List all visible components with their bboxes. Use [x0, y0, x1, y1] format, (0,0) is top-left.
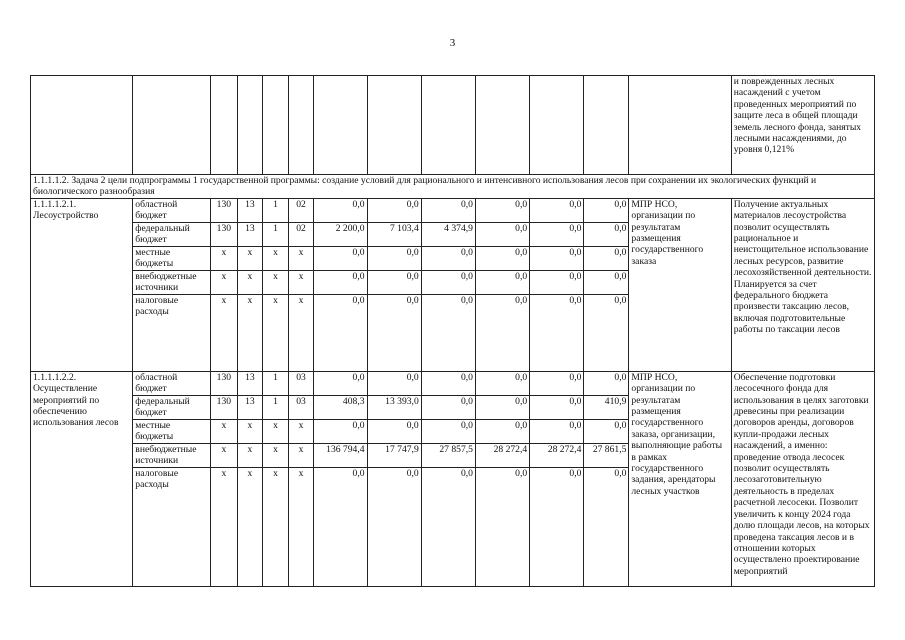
amount-cell: 0,0: [475, 371, 529, 395]
budget-code: x: [211, 270, 238, 294]
result-cell: Получение актуальных материалов лесоустройства позволит осуществлять рациональное и неистощительное использование лесных ресурсов, развитие лесохозяйственной деятельности. Планируется за счет федерального бюджета произвести таксацию лесов, включая подготовительные работы по таксации лесов: [731, 198, 874, 371]
task-header: 1.1.1.1.2. Задача 2 цели подпрограммы 1 государственной программы: создание условий для рационального и интенсивного использования лесов при сохранении их экологических функций и биологического разнообразия: [31, 175, 875, 199]
amount-cell: 0,0: [584, 371, 629, 395]
budget-code: x: [211, 443, 238, 467]
amount-cell: 0,0: [584, 270, 629, 294]
amount-cell: 0,0: [421, 270, 475, 294]
amount-cell: 13 393,0: [367, 395, 421, 419]
budget-code: x: [288, 419, 314, 443]
funding-source: налоговые расходы: [133, 294, 211, 371]
amount-cell: 0,0: [475, 198, 529, 222]
budget-code: x: [211, 294, 238, 371]
budget-code: x: [211, 467, 238, 586]
result-continuation: и поврежденных лесных насаждений с учетом проведенных мероприятий по защите леса в общей площади земель лесного фонда, занятых лесными насаждениями, до уровня 0,121%: [731, 76, 874, 175]
budget-code: x: [288, 467, 314, 586]
budget-code: 130: [211, 371, 238, 395]
amount-cell: 0,0: [367, 371, 421, 395]
measure-name: Осуществление мероприятий по обеспечению использования лесов: [33, 383, 119, 429]
funding-source: областной бюджет: [133, 198, 211, 222]
funding-source: федеральный бюджет: [133, 222, 211, 246]
amount-cell: 27 861,5: [584, 443, 629, 467]
budget-code: 1: [263, 371, 289, 395]
funding-source: внебюджетные источники: [133, 443, 211, 467]
amount-cell: 0,0: [421, 419, 475, 443]
amount-cell: 17 747,9: [367, 443, 421, 467]
amount-cell: 410,9: [584, 395, 629, 419]
budget-code: x: [263, 419, 289, 443]
amount-cell: 0,0: [421, 294, 475, 371]
budget-code: x: [263, 270, 289, 294]
measure-cell: [31, 371, 133, 586]
budget-code: x: [263, 294, 289, 371]
amount-cell: 136 794,4: [314, 443, 367, 467]
amount-cell: 0,0: [530, 294, 584, 371]
amount-cell: 0,0: [421, 371, 475, 395]
amount-cell: 27 857,5: [421, 443, 475, 467]
amount-cell: 0,0: [314, 467, 367, 586]
budget-code: x: [211, 246, 238, 270]
measure-cell: [31, 198, 133, 371]
funding-source: внебюджетные источники: [133, 270, 211, 294]
amount-cell: 0,0: [367, 270, 421, 294]
amount-cell: 0,0: [530, 419, 584, 443]
amount-cell: 0,0: [584, 246, 629, 270]
funding-source: местные бюджеты: [133, 419, 211, 443]
amount-cell: 0,0: [421, 246, 475, 270]
budget-code: x: [263, 467, 289, 586]
budget-code: x: [237, 270, 263, 294]
budget-code: 130: [211, 198, 238, 222]
budget-code: x: [288, 294, 314, 371]
amount-cell: 0,0: [530, 467, 584, 586]
amount-cell: 0,0: [530, 246, 584, 270]
budget-code: x: [237, 246, 263, 270]
amount-cell: 0,0: [421, 467, 475, 586]
amount-cell: 0,0: [475, 419, 529, 443]
amount-cell: 0,0: [475, 294, 529, 371]
funding-row: [31, 371, 875, 395]
executor-cell: МПР НСО, организации по результатам размещения государственного заказа: [629, 198, 731, 371]
result-cell: Обеспечение подготовки лесосечного фонда для использования в целях заготовки древесины при реализации договоров аренды, договоров купли-продажи лесных насаждений, а именно: проведение отвода лесосек позволит осуществлять лесозаготовительную деятельность в пределах расчетной лесосеки. Позволит увеличить к концу 2024 года долю площади лесов, на которых проведена таксация лесов и в отношении которых осуществлено проектирование мероприятий: [731, 371, 874, 586]
amount-cell: 0,0: [475, 395, 529, 419]
program-table: [30, 75, 875, 587]
amount-cell: 0,0: [314, 246, 367, 270]
budget-code: 03: [288, 395, 314, 419]
budget-code: 13: [237, 222, 263, 246]
funding-source: местные бюджеты: [133, 246, 211, 270]
amount-cell: 0,0: [367, 419, 421, 443]
budget-code: x: [237, 294, 263, 371]
amount-cell: 0,0: [314, 198, 367, 222]
amount-cell: 408,3: [314, 395, 367, 419]
amount-cell: 0,0: [367, 294, 421, 371]
budget-code: 13: [237, 198, 263, 222]
budget-code: 02: [288, 222, 314, 246]
amount-cell: 0,0: [475, 270, 529, 294]
budget-code: x: [263, 246, 289, 270]
budget-code: x: [211, 419, 238, 443]
amount-cell: 0,0: [584, 198, 629, 222]
executor-cell: МПР НСО, организации по результатам размещения государственного заказа, организации, выполняющие работы в рамках государственного задания, арендаторы лесных участков: [629, 371, 731, 586]
amount-cell: 0,0: [314, 270, 367, 294]
budget-code: 02: [288, 198, 314, 222]
task-header-row: [31, 175, 875, 199]
amount-cell: 0,0: [421, 395, 475, 419]
budget-code: x: [288, 270, 314, 294]
budget-code: 13: [237, 395, 263, 419]
budget-code: x: [237, 443, 263, 467]
measure-name: Лесоустройство: [33, 210, 99, 222]
amount-cell: 0,0: [475, 467, 529, 586]
funding-row: [31, 198, 875, 222]
amount-cell: 7 103,4: [367, 222, 421, 246]
budget-code: x: [288, 443, 314, 467]
amount-cell: 0,0: [530, 270, 584, 294]
amount-cell: 0,0: [314, 371, 367, 395]
budget-code: 13: [237, 371, 263, 395]
amount-cell: 0,0: [421, 198, 475, 222]
amount-cell: 0,0: [475, 246, 529, 270]
amount-cell: 2 200,0: [314, 222, 367, 246]
budget-code: x: [237, 419, 263, 443]
budget-code: x: [263, 443, 289, 467]
funding-source: налоговые расходы: [133, 467, 211, 586]
amount-cell: 28 272,4: [475, 443, 529, 467]
page-number: 3: [449, 37, 456, 49]
budget-code: 1: [263, 395, 289, 419]
budget-code: x: [288, 246, 314, 270]
funding-source: областной бюджет: [133, 371, 211, 395]
amount-cell: 0,0: [584, 467, 629, 586]
amount-cell: 0,0: [530, 198, 584, 222]
measure-code: 1.1.1.1.2.1.: [33, 198, 77, 210]
amount-cell: 0,0: [314, 419, 367, 443]
amount-cell: 0,0: [584, 222, 629, 246]
budget-code: 1: [263, 198, 289, 222]
amount-cell: 4 374,9: [421, 222, 475, 246]
budget-code: 03: [288, 371, 314, 395]
amount-cell: 0,0: [584, 419, 629, 443]
amount-cell: 28 272,4: [530, 443, 584, 467]
continuation-row: [31, 76, 875, 175]
amount-cell: 0,0: [367, 246, 421, 270]
budget-code: x: [237, 467, 263, 586]
budget-code: 130: [211, 222, 238, 246]
budget-code: 1: [263, 222, 289, 246]
amount-cell: 0,0: [530, 222, 584, 246]
amount-cell: 0,0: [530, 395, 584, 419]
amount-cell: 0,0: [584, 294, 629, 371]
amount-cell: 0,0: [314, 294, 367, 371]
amount-cell: 0,0: [367, 198, 421, 222]
amount-cell: 0,0: [530, 371, 584, 395]
measure-code: 1.1.1.1.2.2.: [33, 371, 77, 383]
amount-cell: 0,0: [475, 222, 529, 246]
funding-source: федеральный бюджет: [133, 395, 211, 419]
budget-code: 130: [211, 395, 238, 419]
amount-cell: 0,0: [367, 467, 421, 586]
